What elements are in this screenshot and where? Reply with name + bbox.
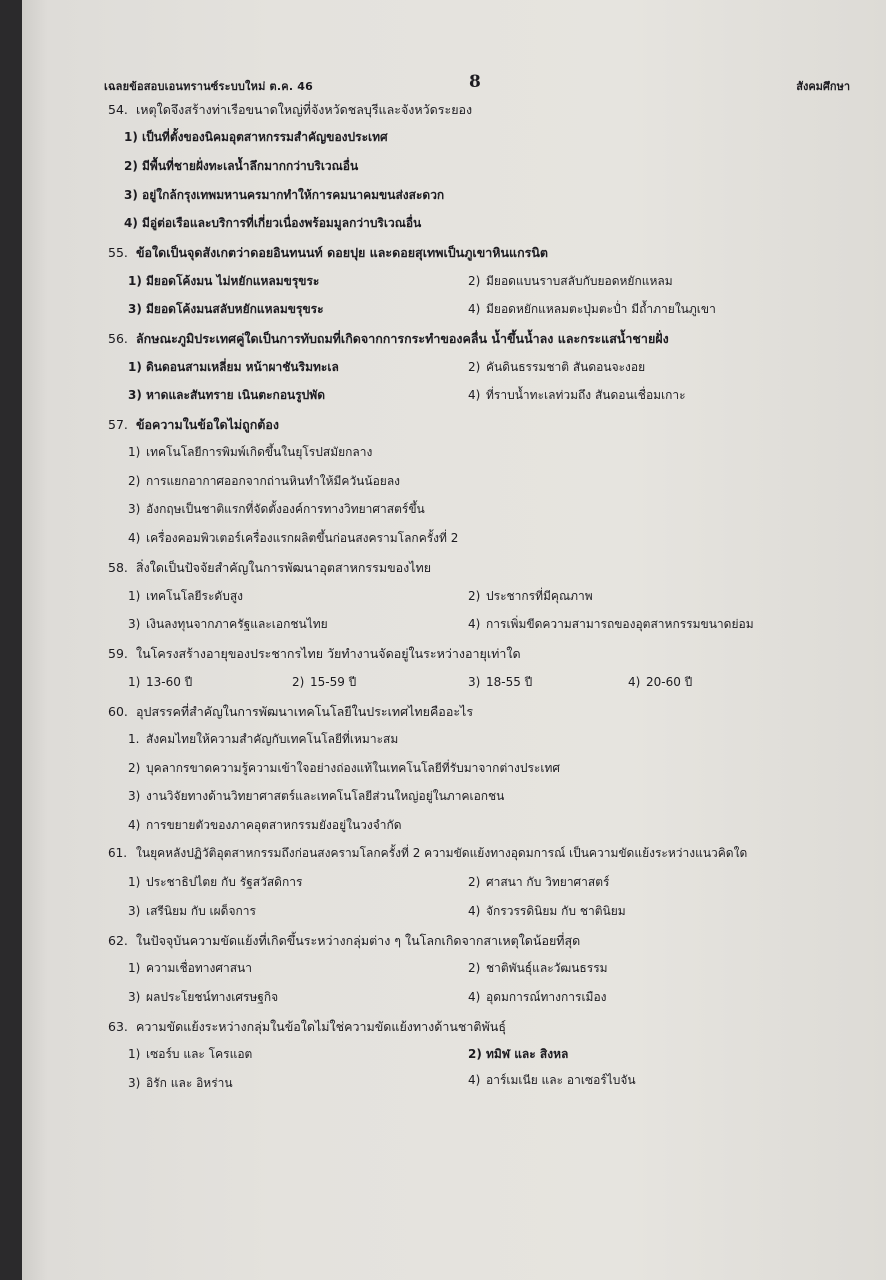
option: 4) อุดมการณ์ทางการเมือง [468,990,607,1004]
question-text: ในโครงสร้างอายุของประชากรไทย วัยทำงานจัดอยู่ในระหว่างอายุเท่าใด [136,646,521,661]
option: 4) มียอดหยักแหลมตะปุ่มตะป่ำ มีถ้ำภายในภูเขา [468,302,716,316]
option: 3) เสรีนิยม กับ เผด็จการ [128,904,256,918]
option: 2) ทมิฬ และ สิงหล [468,1047,569,1061]
option: 2) 15-59 ปี [292,675,357,689]
option: 3) อิรัก และ อิหร่าน [128,1076,233,1090]
option: 1) มียอดโค้งมน ไม่หยักแหลมขรุขระ [128,274,320,288]
header-subject: สังคมศึกษา [796,80,850,93]
question-61: 61. ในยุคหลังปฏิวัติอุตสาหกรรมถึงก่อนสงครามโลกครั้งที่ 2 ความขัดแย้งทางอุดมการณ์ เป็นความขัดแย้งระหว่างแนวคิดใด [108,846,748,860]
option: 4) ที่ราบน้ำทะเลท่วมถึง สันดอนเชื่อมเกาะ [468,388,686,402]
option: 3) อังกฤษเป็นชาติแรกที่จัดตั้งองค์การทางวิทยาศาสตร์ขึ้น [128,502,425,516]
option: 3) หาดและสันทราย เนินตะกอนรูปพัด [128,388,325,402]
question-text: ในปัจจุบันความขัดแย้งที่เกิดขึ้นระหว่างกลุ่มต่าง ๆ ในโลกเกิดจากสาเหตุใดน้อยที่สุด [136,933,581,948]
question-54: 54. เหตุใดจึงสร้างท่าเรือขนาดใหญ่ที่จังหวัดชลบุรีและจังหวัดระยอง [108,102,473,117]
option: 2) มียอดแบนราบสลับกับยอดหยักแหลม [468,274,673,288]
option: 4) 20-60 ปี [628,675,693,689]
option: 2) ประชากรที่มีคุณภาพ [468,589,593,603]
option: 3) งานวิจัยทางด้านวิทยาศาสตร์และเทคโนโลยีส่วนใหญ่อยู่ในภาคเอกชน [128,789,505,803]
option: 3) มียอดโค้งมนสลับหยักแหลมขรุขระ [128,302,324,316]
option: 1) 13-60 ปี [128,675,193,689]
question-59: 59. ในโครงสร้างอายุของประชากรไทย วัยทำงานจัดอยู่ในระหว่างอายุเท่าใด [108,646,521,661]
option: 3) ผลประโยชน์ทางเศรษฐกิจ [128,990,279,1004]
option: 3) เงินลงทุนจากภาครัฐและเอกชนไทย [128,617,328,631]
question-text: อุปสรรคที่สำคัญในการพัฒนาเทคโนโลยีในประเทศไทยคืออะไร [136,704,474,719]
option: 1) เซอร์บ และ โครแอต [128,1047,253,1061]
option: 1) ความเชื่อทางศาสนา [128,961,252,975]
option: 2) การแยกอากาศออกจากถ่านหินทำให้มีควันน้อยลง [128,474,401,488]
question-text: ความขัดแย้งระหว่างกลุ่มในข้อใดไม่ใช่ความขัดแย้งทางด้านชาติพันธุ์ [136,1019,506,1034]
option: 1) ประชาธิปไตย กับ รัฐสวัสดิการ [128,875,303,889]
option: 3) 18-55 ปี [468,675,533,689]
option: 4) การขยายตัวของภาคอุตสาหกรรมยังอยู่ในวงจำกัด [128,818,402,832]
question-55: 55. ข้อใดเป็นจุดสังเกตว่าดอยอินทนนท์ ดอยปุย และดอยสุเทพเป็นภูเขาหินแกรนิต [108,245,549,260]
option: 1) ดินดอนสามเหลี่ยม หน้าผาชันริมทะเล [128,360,339,374]
question-56: 56. ลักษณะภูมิประเทศคู่ใดเป็นการทับถมที่เกิดจากการกระทำของคลื่น น้ำขึ้นน้ำลง และกระแสน้ำชายฝั่ง [108,331,669,346]
option: 1) เป็นที่ตั้งของนิคมอุตสาหกรรมสำคัญของประเทศ [124,130,388,144]
question-text: ข้อใดเป็นจุดสังเกตว่าดอยอินทนนท์ ดอยปุย และดอยสุเทพเป็นภูเขาหินแกรนิต [136,245,549,260]
question-63: 63. ความขัดแย้งระหว่างกลุ่มในข้อใดไม่ใช่ความขัดแย้งทางด้านชาติพันธุ์ [108,1019,506,1034]
question-62: 62. ในปัจจุบันความขัดแย้งที่เกิดขึ้นระหว่างกลุ่มต่าง ๆ ในโลกเกิดจากสาเหตุใดน้อยที่สุด [108,933,581,948]
option: 4) มีอู่ต่อเรือและบริการที่เกี่ยวเนื่องพร้อมมูลกว่าบริเวณอื่น [124,216,422,230]
option: 2) ชาติพันธุ์และวัฒนธรรม [468,961,608,975]
question-60: 60. อุปสรรคที่สำคัญในการพัฒนาเทคโนโลยีในประเทศไทยคืออะไร [108,704,474,719]
option: 1) เทคโนโลยีการพิมพ์เกิดขึ้นในยุโรปสมัยกลาง [128,445,373,459]
option: 4) จักรวรรดินิยม กับ ชาตินิยม [468,904,626,918]
header-title: เฉลยข้อสอบเอนทรานซ์ระบบใหม่ ต.ค. 46 [104,80,313,93]
question-57: 57. ข้อความในข้อใดไม่ถูกต้อง [108,417,280,432]
option: 2) ศาสนา กับ วิทยาศาสตร์ [468,875,610,889]
option: 2) คันดินธรรมชาติ สันดอนจะงอย [468,360,646,374]
page-header [22,74,886,96]
question-text: ข้อความในข้อใดไม่ถูกต้อง [136,417,280,432]
option: 2) บุคลากรขาดความรู้ความเข้าใจอย่างถ่องแท้ในเทคโนโลยีที่รับมาจากต่างประเทศ [128,761,560,775]
option: 3) อยู่ใกล้กรุงเทพมหานครมากทำให้การคมนาคมขนส่งสะดวก [124,188,445,202]
option: 2) มีพื้นที่ชายฝั่งทะเลน้ำลึกมากกว่าบริเวณอื่น [124,159,359,173]
question-text: ในยุคหลังปฏิวัติอุตสาหกรรมถึงก่อนสงครามโลกครั้งที่ 2 ความขัดแย้งทางอุดมการณ์ เป็นความขัดแย้งระหว่างแนวคิดใด [136,846,748,860]
option: 4) การเพิ่มขีดความสามารถของอุตสาหกรรมขนาดย่อม [468,617,754,631]
option: 4) อาร์เมเนีย และ อาเซอร์ไบจัน [468,1073,636,1087]
question-58: 58. สิ่งใดเป็นปัจจัยสำคัญในการพัฒนาอุตสาหกรรมของไทย [108,560,432,575]
option: 4) เครื่องคอมพิวเตอร์เครื่องแรกผลิตขึ้นก่อนสงครามโลกครั้งที่ 2 [128,531,459,545]
option: 1. สังคมไทยให้ความสำคัญกับเทคโนโลยีที่เหมาะสม [128,732,399,746]
exam-page [22,0,886,1280]
question-text: ลักษณะภูมิประเทศคู่ใดเป็นการทับถมที่เกิดจากการกระทำของคลื่น น้ำขึ้นน้ำลง และกระแสน้ำชายฝั่ง [136,331,669,346]
question-text: สิ่งใดเป็นปัจจัยสำคัญในการพัฒนาอุตสาหกรรมของไทย [136,560,432,575]
question-text: เหตุใดจึงสร้างท่าเรือขนาดใหญ่ที่จังหวัดชลบุรีและจังหวัดระยอง [136,102,473,117]
option: 1) เทคโนโลยีระดับสูง [128,589,244,603]
page-number: 8 [469,72,481,92]
